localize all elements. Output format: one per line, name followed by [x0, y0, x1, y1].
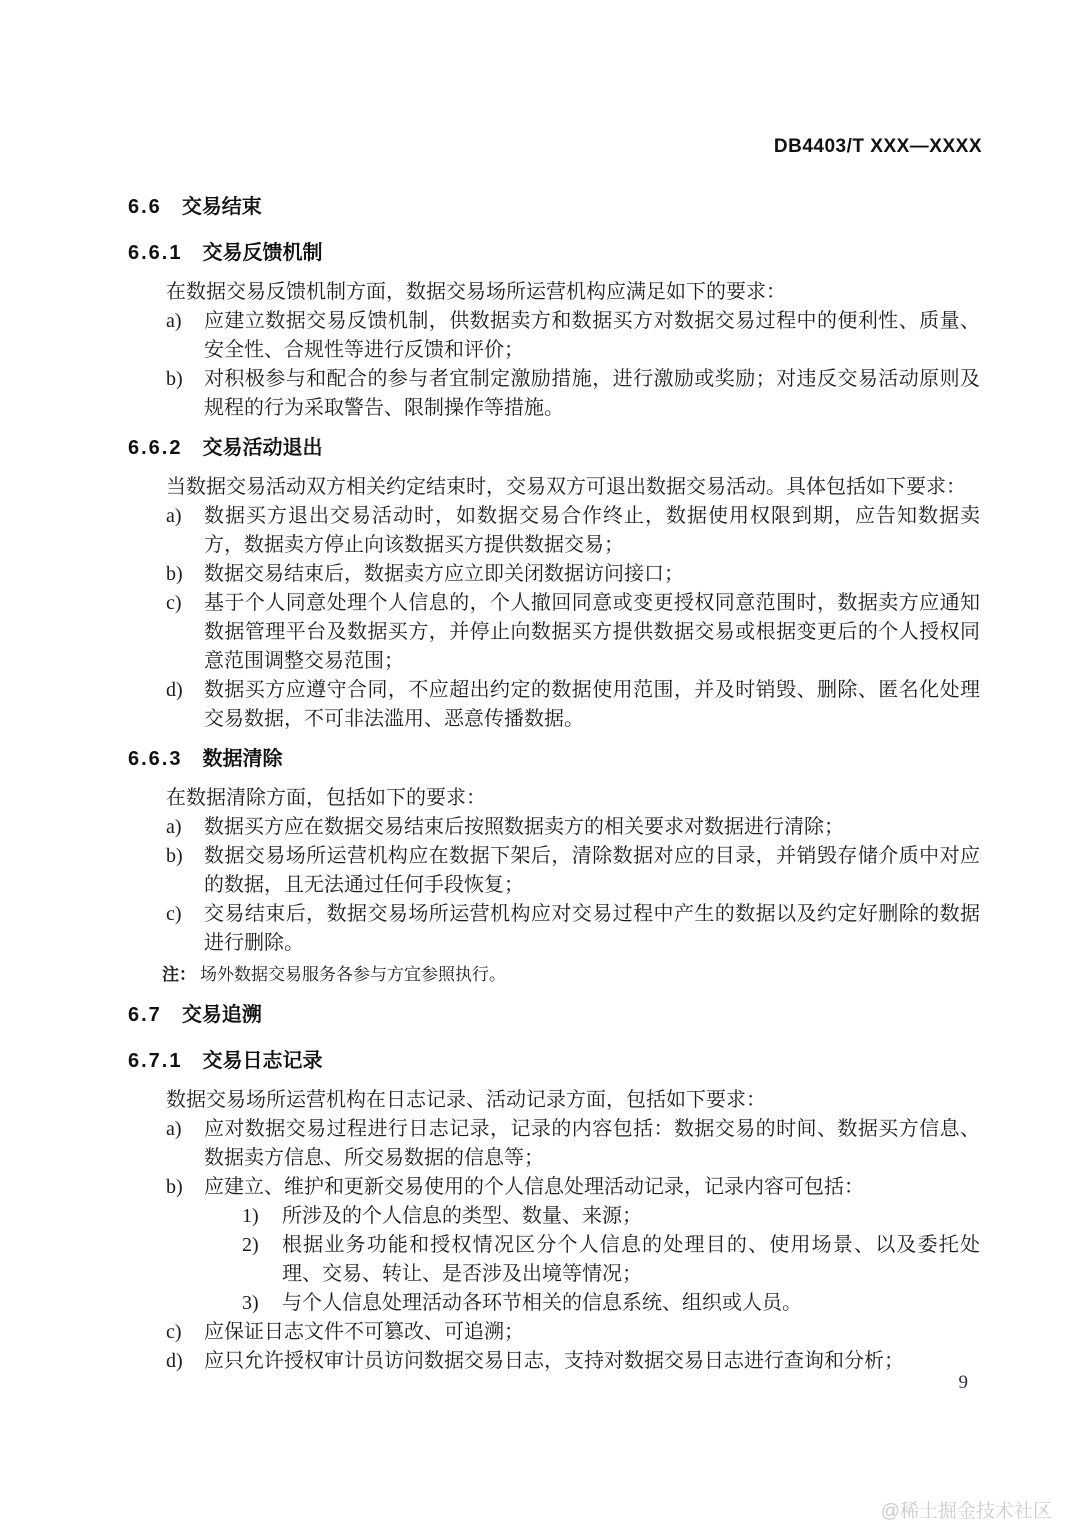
item-marker: c)	[166, 592, 182, 614]
subsection-title: 数据清除	[202, 748, 283, 770]
list-item	[166, 365, 980, 423]
subsection-title: 交易日志记录	[202, 1050, 323, 1072]
item-text: 根据业务功能和授权情况区分个人信息的处理目的、使用场景、以及委托处理、交易、转让、是否涉及出境等情况；	[282, 1234, 980, 1285]
document-content	[128, 192, 980, 1376]
list-item	[166, 813, 980, 842]
item-marker: c)	[166, 903, 182, 925]
item-text: 所涉及的个人信息的类型、数量、来源；	[282, 1205, 642, 1227]
item-text: 应保证日志文件不可篡改、可追溯；	[204, 1321, 524, 1343]
list-item	[166, 307, 980, 365]
subsection-heading-6-6-3	[128, 744, 980, 774]
item-marker: b)	[166, 563, 183, 585]
document-code: DB4403/T XXX—XXXX	[773, 136, 982, 157]
subsection-number: 6.6.2	[128, 437, 183, 459]
item-text-column	[204, 1173, 980, 1318]
sub-list-item	[242, 1202, 980, 1231]
requirement-list	[166, 502, 980, 734]
watermark: @稀土掘金技术社区	[880, 1501, 1052, 1522]
list-item	[166, 502, 980, 560]
item-text: 应只允许授权审计员访问数据交易日志，支持对数据交易日志进行查询和分析；	[204, 1350, 904, 1372]
item-text: 数据交易场所运营机构应在数据下架后，清除数据对应的目录，并销毁存储介质中对应的数据，且无法通过任何手段恢复；	[204, 845, 980, 896]
item-marker: d)	[166, 679, 183, 701]
item-text: 基于个人同意处理个人信息的，个人撤回同意或变更授权同意范围时，数据卖方应通知数据管理平台及数据买方，并停止向数据买方提供数据交易或根据变更后的个人授权同意范围调整交易范围；	[204, 592, 980, 672]
section-heading-6-7	[128, 1000, 980, 1030]
paragraph-intro: 当数据交易活动双方相关约定结束时，交易双方可退出数据交易活动。具体包括如下要求：	[166, 476, 966, 498]
item-text: 数据交易结束后，数据卖方应立即关闭数据访问接口；	[204, 563, 684, 585]
item-text: 数据买方应在数据交易结束后按照数据卖方的相关要求对数据进行清除；	[204, 816, 844, 838]
item-text: 应对数据交易过程进行日志记录，记录的内容包括：数据交易的时间、数据买方信息、数据卖方信息、所交易数据的信息等；	[204, 1118, 980, 1169]
subsection-heading-6-7-1	[128, 1046, 980, 1076]
item-text: 与个人信息处理活动各环节相关的信息系统、组织或人员。	[282, 1292, 802, 1314]
item-marker: a)	[166, 1118, 182, 1140]
item-marker: b)	[166, 1176, 183, 1198]
subsection-heading-6-6-1	[128, 238, 980, 268]
item-marker: c)	[166, 1321, 182, 1343]
section-title: 交易追溯	[181, 1004, 262, 1026]
requirement-list	[166, 813, 980, 958]
list-item	[166, 560, 980, 589]
sub-list-item	[242, 1231, 980, 1289]
item-text: 应建立数据交易反馈机制，供数据卖方和数据买方对数据交易过程中的便利性、质量、安全性、合规性等进行反馈和评价；	[204, 310, 980, 361]
paragraph-intro: 数据交易场所运营机构在日志记录、活动记录方面，包括如下要求：	[166, 1089, 766, 1111]
item-marker: b)	[166, 368, 183, 390]
section-number: 6.7	[128, 1004, 162, 1026]
note	[162, 962, 980, 988]
section-number: 6.6	[128, 196, 162, 218]
list-item	[166, 1115, 980, 1173]
item-marker: 3)	[242, 1292, 259, 1314]
item-marker: a)	[166, 310, 182, 332]
sub-list-item	[242, 1289, 980, 1318]
requirement-list	[166, 1115, 980, 1376]
subsection-number: 6.6.3	[128, 748, 183, 770]
subsection-number: 6.6.1	[128, 242, 183, 264]
note-text: 场外数据交易服务各参与方宜参照执行。	[200, 965, 506, 984]
item-text: 交易结束后，数据交易场所运营机构应对交易过程中产生的数据以及约定好删除的数据进行删除。	[204, 903, 980, 954]
subsection-heading-6-6-2	[128, 433, 980, 463]
item-marker: 1)	[242, 1205, 259, 1227]
note-label: 注：	[162, 965, 196, 984]
sub-list	[242, 1202, 980, 1318]
requirement-list	[166, 307, 980, 423]
section-title: 交易结束	[181, 196, 262, 218]
list-item	[166, 676, 980, 734]
item-marker: b)	[166, 845, 183, 867]
list-item	[166, 1173, 980, 1318]
paragraph-intro: 在数据交易反馈机制方面，数据交易场所运营机构应满足如下的要求：	[166, 281, 786, 303]
item-marker: a)	[166, 505, 182, 527]
subsection-title: 交易反馈机制	[202, 242, 323, 264]
item-text: 对积极参与和配合的参与者宜制定激励措施，进行激励或奖励；对违反交易活动原则及规程的行为采取警告、限制操作等措施。	[204, 368, 980, 419]
list-item	[166, 1347, 980, 1376]
paragraph-intro: 在数据清除方面，包括如下的要求：	[166, 787, 486, 809]
item-marker: 2)	[242, 1234, 259, 1256]
list-item	[166, 589, 980, 676]
item-text: 应建立、维护和更新交易使用的个人信息处理活动记录，记录内容可包括：	[204, 1176, 864, 1198]
list-item	[166, 900, 980, 958]
page-number: 9	[958, 1372, 968, 1393]
item-marker: a)	[166, 816, 182, 838]
item-text: 数据买方退出交易活动时，如数据交易合作终止，数据使用权限到期，应告知数据卖方，数据卖方停止向该数据买方提供数据交易；	[204, 505, 980, 556]
list-item	[166, 1318, 980, 1347]
list-item	[166, 842, 980, 900]
section-heading-6-6	[128, 192, 980, 222]
subsection-number: 6.7.1	[128, 1050, 183, 1072]
subsection-title: 交易活动退出	[202, 437, 323, 459]
item-marker: d)	[166, 1350, 183, 1372]
item-text: 数据买方应遵守合同，不应超出约定的数据使用范围，并及时销毁、删除、匿名化处理交易数据，不可非法滥用、恶意传播数据。	[204, 679, 980, 730]
